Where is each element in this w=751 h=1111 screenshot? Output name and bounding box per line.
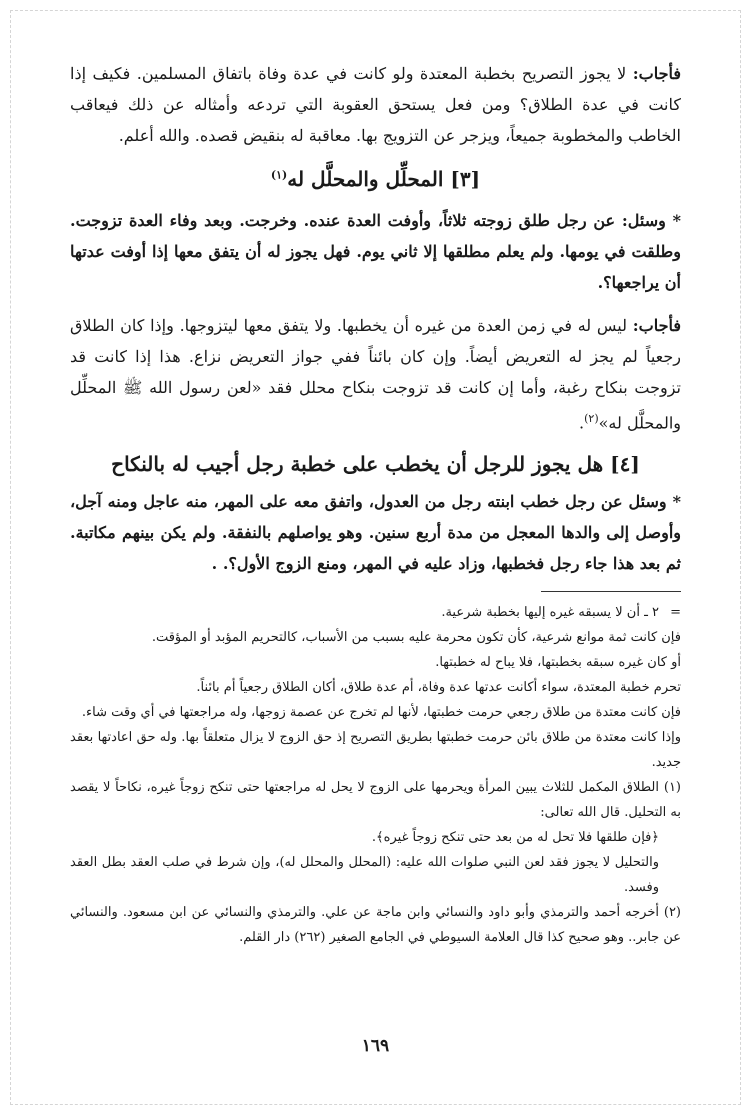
answer-text: لا يجوز التصريح بخطبة المعتدة ولو كانت في عدة وفاة باتفاق المسلمين. فكيف إذا كانت في عدة الطلاق؟ ومن فعل يستحق العقوبة التي تردعه وأمثاله عن ذلك فيعاقب الخاطب والمخطوبة جميعاً، ويزجر عن التزويج بها. معاقبة له بنقيض قصده. والله أعلم. — [70, 64, 681, 145]
footnote-ref-2: (٢) — [584, 412, 599, 425]
footnote-1 — [70, 775, 681, 825]
footnote-line: فإن كانت ثمة موانع شرعية، كأن تكون محرمة عليه بسبب من الأسباب، كالتحريم المؤبد أو المؤقت. — [151, 630, 681, 646]
footnote-line: فإن كانت معتدة من طلاق رجعي حرمت خطبتها، لأنها لم تخرج عن عصمة زوجها، وله مراجعتها في أي وقت شاء. — [81, 705, 681, 721]
footnote-line: وإذا كانت معتدة من طلاق بائن حرمت خطبتها بطريق التصريح إذ حق الزوج لا يزال متعلقاً بها. وله حق اعادتها بعقد جديد. — [70, 730, 681, 771]
footnote-line: ٢ ـ أن لا يسبقه غيره إليها بخطبة شرعية. — [441, 605, 659, 621]
page-number: ١٦٩ — [361, 1036, 390, 1056]
answer-lead: فأجاب: — [632, 64, 681, 83]
spacer — [70, 298, 681, 310]
footnote-line: تحرم خطبة المعتدة، سواء أكانت عدتها عدة وفاة، أم عدة طلاق، أكان الطلاق رجعياً أم بائناً. — [196, 680, 681, 696]
footnote-number: (٢) — [663, 905, 681, 921]
footnote-2 — [70, 900, 681, 950]
page-border-right — [740, 10, 741, 1105]
main-text — [70, 58, 681, 950]
footnote-text: الطلاق المكمل للثلاث يبين المرأة ويحرمها على الزوج لا يحل له مراجعتها حتى تنكح زوجاً غيره، نكاحاً لا يقصد به التحليل. قال الله تعالى: — [70, 780, 681, 821]
page-border-bottom — [10, 1104, 741, 1105]
page-border-left — [10, 10, 11, 1105]
footnote-continuation — [70, 600, 681, 625]
question-paragraph-4: * وسئل عن رجل خطب ابنته رجل من العدول، واتفق معه على المهر، منه عاجل ومنه آجل، وأوصل إلى والدها المعجل من مدة أربع سنين. وهو يواصلهم بالنفقة. ولم يكن بينهم مكاتبة. ثم بعد هذا جاء رجل فخطبها، وزاد عليه في المهر، ومنع الزوج الأول؟. . — [70, 492, 681, 574]
footnote-line: أو كان غيره سبقه بخطبتها، فلا يباح له خطبتها. — [435, 655, 681, 671]
footnote-number: (١) — [663, 780, 681, 796]
footnotes — [70, 600, 681, 950]
section-heading-4: [٤] هل يجوز للرجل أن يخطب على خطبة رجل أجيب له بالنكاح — [111, 452, 640, 477]
answer-text: ليس له في زمن العدة من غيره أن يخطبها. ولا يتفق معها ليتزوجها. وإذا كان الطلاق رجعياً لم يجز له التعريض أيضاً. وإن كان بائناً ففي جواز التعريض نزاع. هذا إذا كانت قد تزوجت بنكاح رغبة، وأما إن كانت قد تزوجت بنكاح محلل فقد «لعن رسول الله ﷺ المحلِّل والمحلَّل له» — [70, 316, 682, 433]
continuation-mark: = — [670, 605, 681, 621]
question-paragraph-3: * وسئل: عن رجل طلق زوجته ثلاثاً، وأوفت العدة عنده. وخرجت. وبعد وفاء العدة تزوجت. وطلقت في يومها. ولم يعلم مطلقها إلا ثاني يوم. فهل يجوز له أن يتفق معها إذا أوفت عدتها أن يراجعها؟. — [70, 211, 682, 292]
footnote-text: أخرجه أحمد والترمذي وأبو داود والنسائي وابن ماجة عن علي. والترمذي والنسائي عن ابن مسعود. والنسائي عن جابر.. وهو صحيح كذا قال العلامة السيوطي في الجامع الصغير (٢٦٢) دار القلم. — [70, 905, 681, 946]
section-heading-3 — [70, 167, 681, 191]
section-title: [٣] المحلِّل والمحلَّل له — [287, 167, 481, 191]
answer-paragraph-3 — [70, 310, 681, 438]
footnote-text: والتحليل لا يجوز فقد لعن النبي صلوات الله عليه: (المحلل والمحلل له)، وإن شرط في صلب العقد بطل العقد وفسد. — [70, 855, 659, 896]
answer-end: . — [579, 413, 585, 433]
answer-paragraph-1 — [70, 58, 681, 151]
footnote-separator — [541, 591, 681, 592]
page-border-top — [10, 10, 741, 11]
answer-lead: فأجاب: — [632, 316, 681, 335]
quran-verse: ﴿فإن طلقها فلا تحل له من بعد حتى تنكح زوجاً غيره﴾. — [371, 830, 659, 846]
footnote-ref-1: (١) — [270, 168, 288, 182]
